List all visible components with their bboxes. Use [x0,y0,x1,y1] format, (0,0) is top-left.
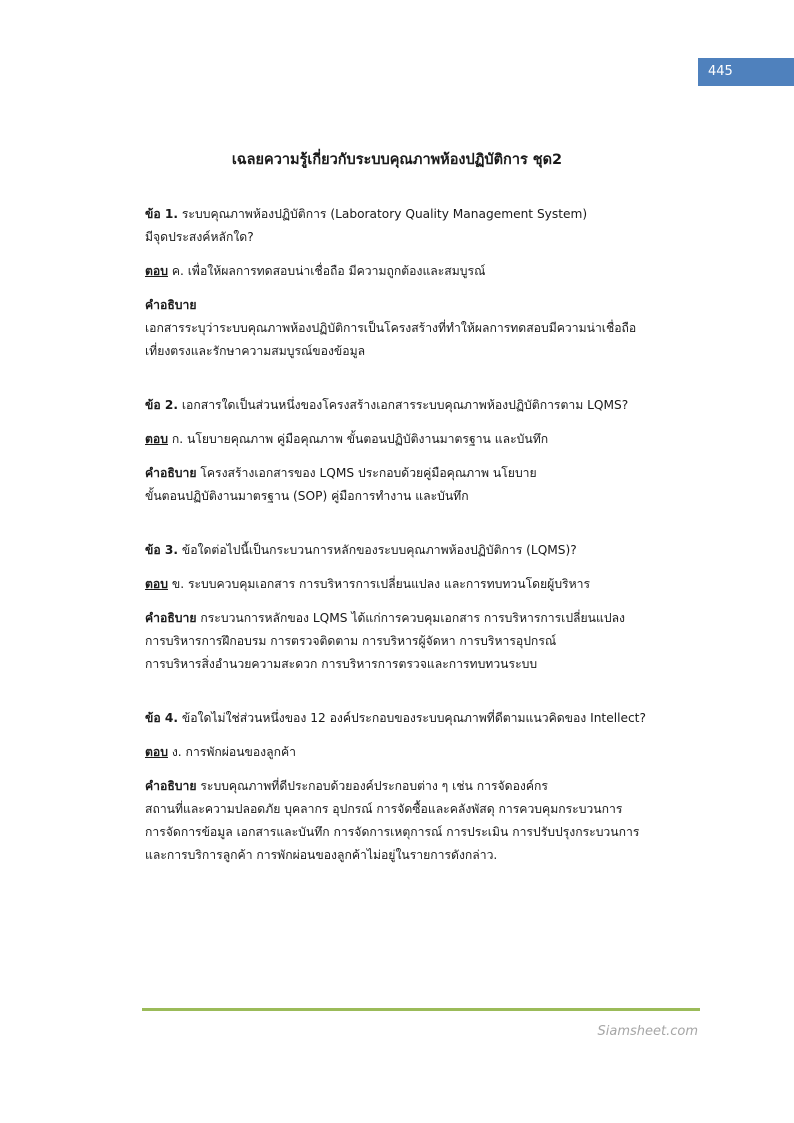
question-block-1 [145,203,705,363]
answer-line [145,428,705,451]
question-number: ข้อ 4. [145,711,179,725]
explanation-text: กระบวนการหลักของ LQMS ได้แก่การควบคุมเอกสาร การบริหารการเปลี่ยนแปลง [200,611,626,625]
answer-text: ง. การพักผ่อนของลูกค้า [171,745,296,759]
explanation-label: คำอธิบาย [145,466,197,480]
question-number: ข้อ 2. [145,398,179,412]
explanation-line: ขั้นตอนปฏิบัติงานมาตรฐาน (SOP) คู่มือการทำงาน และบันทึก [145,489,469,503]
question-line: เอกสารใดเป็นส่วนหนึ่งของโครงสร้างเอกสารระบบคุณภาพห้องปฏิบัติการตาม LQMS? [181,398,629,412]
answer-text: ข. ระบบควบคุมเอกสาร การบริหารการเปลี่ยนแปลง และการทบทวนโดยผู้บริหาร [171,577,591,591]
answer-line [145,741,705,764]
question-block-4 [145,707,705,867]
question-line: ข้อใดไม่ใช่ส่วนหนึ่งของ 12 องค์ประกอบของระบบคุณภาพที่ดีตามแนวคิดของ Intellect? [181,711,646,725]
explanation-label: คำอธิบาย [145,298,197,312]
answer-line [145,260,705,283]
answer-label: ตอบ [145,577,168,591]
answer-line [145,573,705,596]
question-text [145,707,705,730]
explanation-label: คำอธิบาย [145,611,197,625]
answer-label: ตอบ [145,745,168,759]
question-text [145,203,705,226]
answer-label: ตอบ [145,264,168,278]
question-number: ข้อ 1. [145,207,179,221]
explanation-first-line [145,775,705,798]
question-block-3 [145,539,705,676]
answer-text: ค. เพื่อให้ผลการทดสอบน่าเชื่อถือ มีความถูกต้องและสมบูรณ์ [171,264,486,278]
explanation-text: ระบบคุณภาพที่ดีประกอบด้วยองค์ประกอบต่าง ๆ เช่น การจัดองค์กร [200,779,548,793]
footer-brand: Siamsheet.com [597,1024,698,1039]
question-line: ข้อใดต่อไปนี้เป็นกระบวนการหลักของระบบคุณภาพห้องปฏิบัติการ (LQMS)? [181,543,577,557]
question-block-2 [145,394,705,508]
answer-text: ก. นโยบายคุณภาพ คู่มือคุณภาพ ขั้นตอนปฏิบัติงานมาตรฐาน และบันทึก [171,432,549,446]
question-number: ข้อ 3. [145,543,179,557]
answer-label: ตอบ [145,432,168,446]
explanation-label: คำอธิบาย [145,779,197,793]
explanation-line: และการบริการลูกค้า การพักผ่อนของลูกค้าไม่อยู่ในรายการดังกล่าว. [145,848,498,862]
explanation-line: สถานที่และความปลอดภัย บุคลากร อุปกรณ์ การจัดซื้อและคลังพัสดุ การควบคุมกระบวนการ [145,802,623,816]
qa-content [145,203,705,867]
footer-divider [142,1008,700,1011]
explanation-line: เอกสารระบุว่าระบบคุณภาพห้องปฏิบัติการเป็นโครงสร้างที่ทำให้ผลการทดสอบมีความน่าเชื่อถือ [145,321,637,335]
explanation-line: การบริหารสิ่งอำนวยความสะดวก การบริหารการตรวจและการทบทวนระบบ [145,657,538,671]
explanation-line: การบริหารการฝึกอบรม การตรวจติดตาม การบริหารผู้จัดหา การบริหารอุปกรณ์ [145,634,557,648]
question-text [145,539,705,562]
explanation-first-line [145,607,705,630]
explanation-first-line [145,462,705,485]
question-line: ระบบคุณภาพห้องปฏิบัติการ (Laboratory Quality Management System) [181,207,588,221]
explanation-line: เที่ยงตรงและรักษาความสมบูรณ์ของข้อมูล [145,344,366,358]
question-line: มีจุดประสงค์หลักใด? [145,230,254,244]
page-title: เฉลยความรู้เกี่ยวกับระบบคุณภาพห้องปฏิบัติการ ชุด2 [231,152,563,168]
explanation-text: โครงสร้างเอกสารของ LQMS ประกอบด้วยคู่มือคุณภาพ นโยบาย [200,466,537,480]
page-number-tab [698,58,794,86]
question-text [145,394,705,417]
page-number: 445 [708,64,733,79]
explanation-line: การจัดการข้อมูล เอกสารและบันทึก การจัดการเหตุการณ์ การประเมิน การปรับปรุงกระบวนการ [145,825,640,839]
